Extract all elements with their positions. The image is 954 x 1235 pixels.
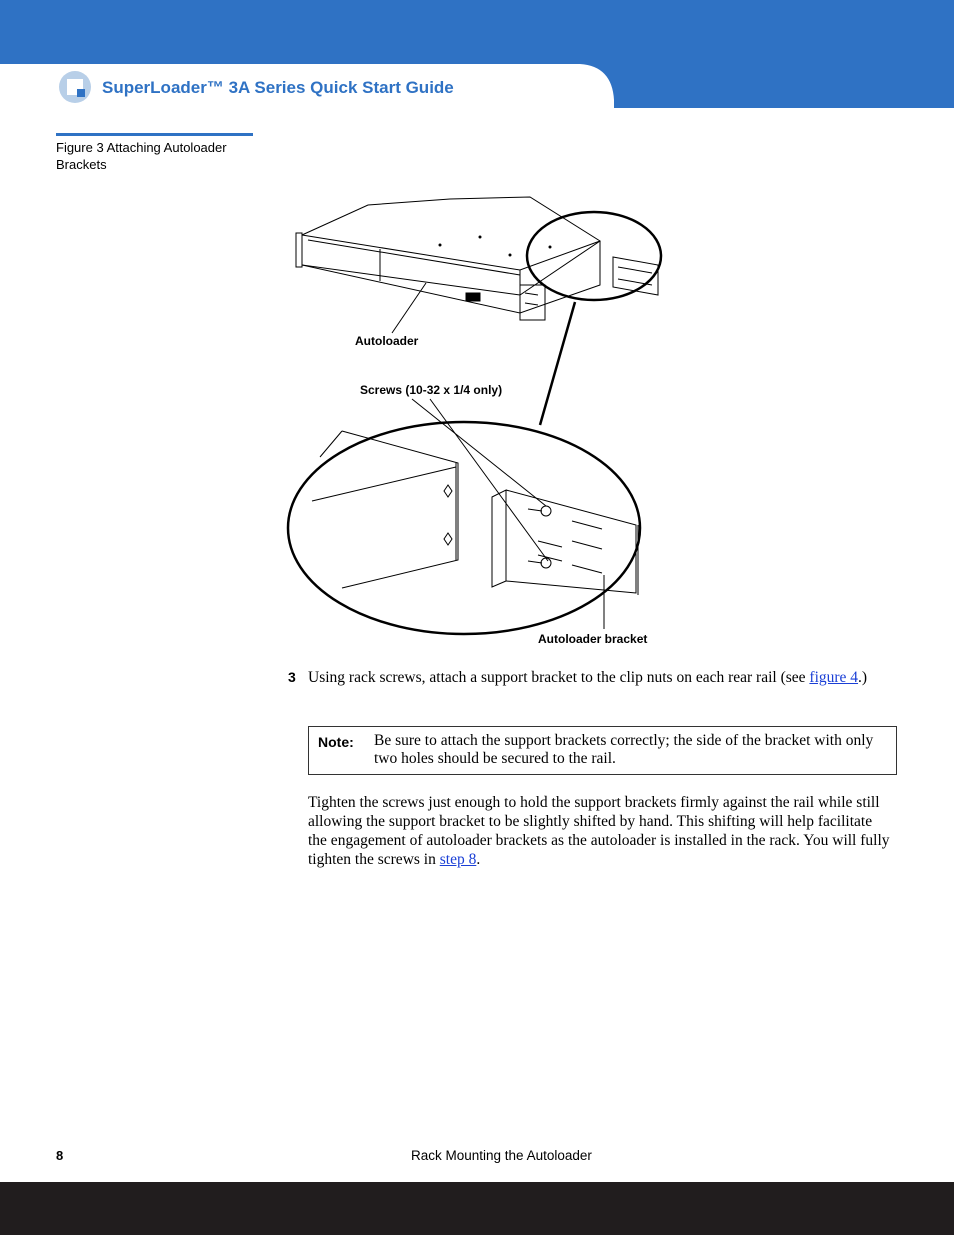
screw-leader-line [412, 399, 546, 506]
chassis-detail-drawing [312, 431, 458, 588]
figure-caption-line: Figure 3 Attaching Autoloader [56, 140, 227, 155]
paragraph-text-part: . [476, 851, 481, 868]
note-label: Note: [318, 734, 354, 750]
figure-caption [56, 139, 256, 173]
step-text [308, 668, 888, 687]
tighten-screws-paragraph [308, 793, 893, 869]
figure-4-link[interactable]: figure 4 [809, 669, 859, 686]
footer-section-title: Rack Mounting the Autoloader [411, 1148, 592, 1163]
bracket-label: Autoloader bracket [538, 632, 648, 646]
bracket-illustration [280, 185, 680, 655]
autoloader-label: Autoloader [355, 334, 419, 348]
page-number: 8 [56, 1148, 64, 1163]
step-number: 3 [288, 669, 296, 685]
caption-rule [56, 133, 253, 136]
step-text-part: Using rack screws, attach a support bracket to the clip nuts on each rear rail (see [308, 669, 810, 686]
document-title: SuperLoader™ 3A Series Quick Start Guide [102, 78, 454, 97]
autoloader-leader-line [392, 283, 426, 333]
note-box [308, 726, 897, 775]
figure-caption-line: Brackets [56, 157, 107, 172]
note-text: Be sure to attach the support brackets correctly; the side of the bracket with only two holes should be secured to the rail. [374, 732, 874, 767]
screws-label: Screws (10-32 x 1/4 only) [360, 383, 503, 397]
paragraph-text-part: Tighten the screws just enough to hold the support brackets firmly against the rail while still allowing the support bracket to be slightly shifted by hand. This shifting will help facilitate the engagement of autoloader brackets as the autoloader is installed in the rack. You will fully tighten the screws in [308, 794, 890, 868]
autoloader-bracket-drawing [492, 490, 638, 595]
footer-band [0, 1182, 954, 1235]
quantum-q-logo-icon [58, 70, 92, 104]
detail-callout-circle-large [288, 422, 640, 634]
step-8-link[interactable]: step 8 [439, 851, 477, 868]
step-text-part: .) [858, 669, 868, 686]
autoloader-unit-drawing [296, 197, 658, 320]
